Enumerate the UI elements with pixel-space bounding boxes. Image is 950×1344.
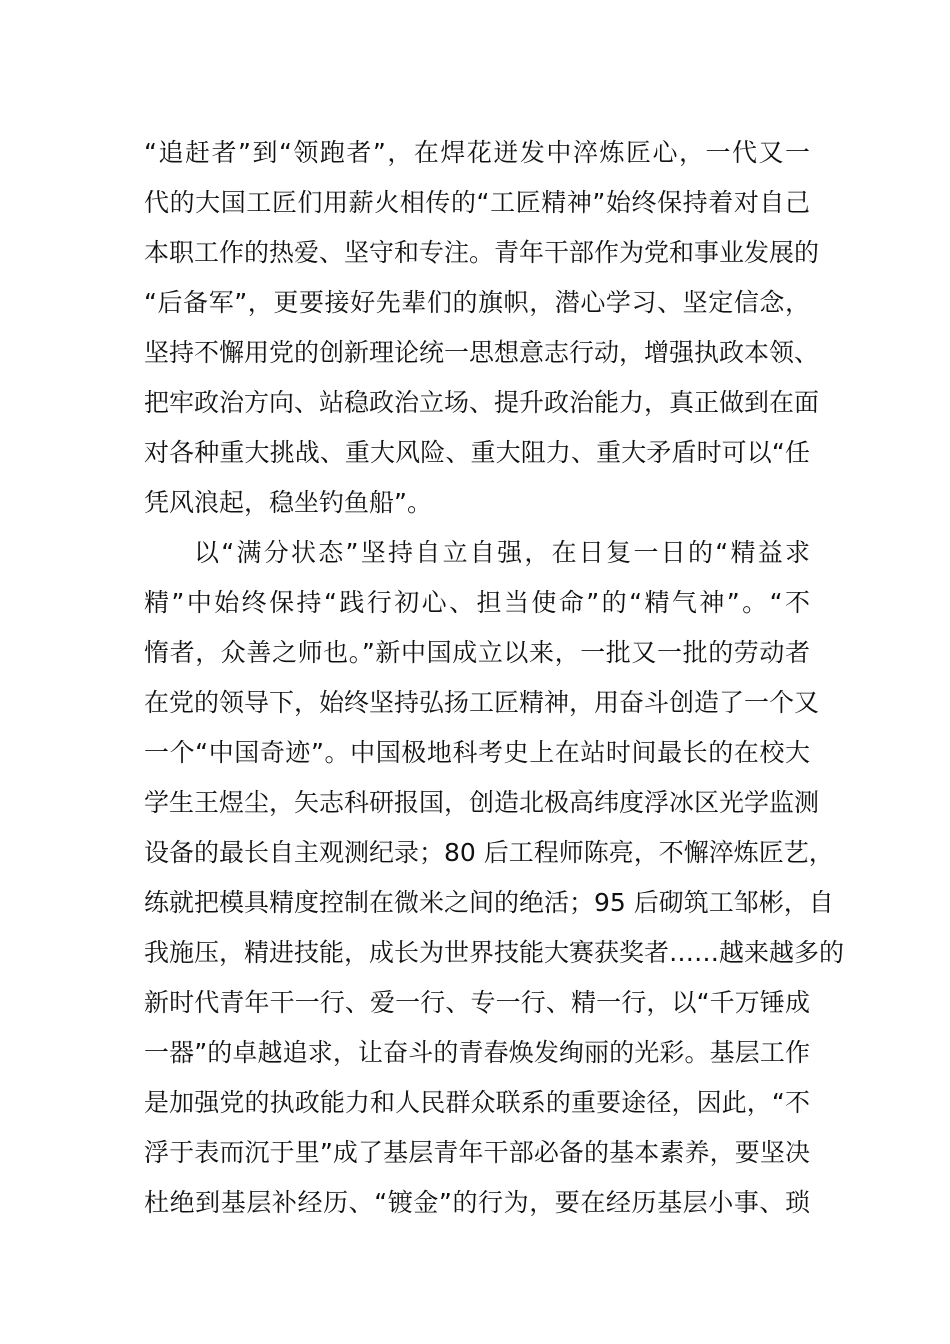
text-line: 一个“中国奇迹”。中国极地科考史上在站时间最长的在校大 <box>144 738 810 767</box>
text-line: 练就把模具精度控制在微米之间的绝活；95 后砌筑工邹彬，自 <box>144 888 834 917</box>
paragraph-end-line: 凭风浪起，稳坐钓鱼船”。 <box>144 488 432 517</box>
text-line: 本职工作的热爱、坚守和专注。青年干部作为党和事业发展的 <box>144 238 820 267</box>
text-line: 是加强党的执政能力和人民群众联系的重要途径，因此，“不 <box>144 1088 810 1117</box>
body-text <box>144 128 845 1228</box>
text-line: 我施压，精进技能，成长为世界技能大赛获奖者……越来越多的 <box>144 938 845 967</box>
text-line: “追赶者”到“领跑者”，在焊花迸发中淬炼匠心，一代又一 <box>144 138 810 167</box>
text-line: 坚持不懈用党的创新理论统一思想意志行动，增强执政本领、 <box>144 338 820 367</box>
text-line: “后备军”，更要接好先辈们的旗帜，潜心学习、坚定信念， <box>144 288 810 317</box>
text-line: 浮于表而沉于里”成了基层青年干部必备的基本素养，要坚决 <box>144 1138 810 1167</box>
text-line: 把牢政治方向、站稳政治立场、提升政治能力，真正做到在面 <box>144 388 820 417</box>
text-line: 惰者，众善之师也。”新中国成立以来，一批又一批的劳动者 <box>144 638 810 667</box>
text-line: 设备的最长自主观测纪录；80 后工程师陈亮，不懈淬炼匠艺， <box>144 838 834 867</box>
text-line: 对各种重大挑战、重大风险、重大阻力、重大矛盾时可以“任 <box>144 438 810 467</box>
text-line: 杜绝到基层补经历、“镀金”的行为，要在经历基层小事、琐 <box>144 1188 810 1217</box>
text-line: 学生王煜尘，矢志科研报国，创造北极高纬度浮冰区光学监测 <box>144 788 820 817</box>
text-line: 在党的领导下，始终坚持弘扬工匠精神，用奋斗创造了一个又 <box>144 688 820 717</box>
text-line: 代的大国工匠们用薪火相传的“工匠精神”始终保持着对自己 <box>144 188 810 217</box>
paragraph-first-line: 以“满分状态”坚持自立自强，在日复一日的“精益求 <box>194 538 810 567</box>
text-line: 新时代青年干一行、爱一行、专一行、精一行，以“千万锤成 <box>144 988 810 1017</box>
text-line: 精”中始终保持“践行初心、担当使命”的“精气神”。“不 <box>144 588 810 617</box>
text-line: 一器”的卓越追求，让奋斗的青春焕发绚丽的光彩。基层工作 <box>144 1038 810 1067</box>
